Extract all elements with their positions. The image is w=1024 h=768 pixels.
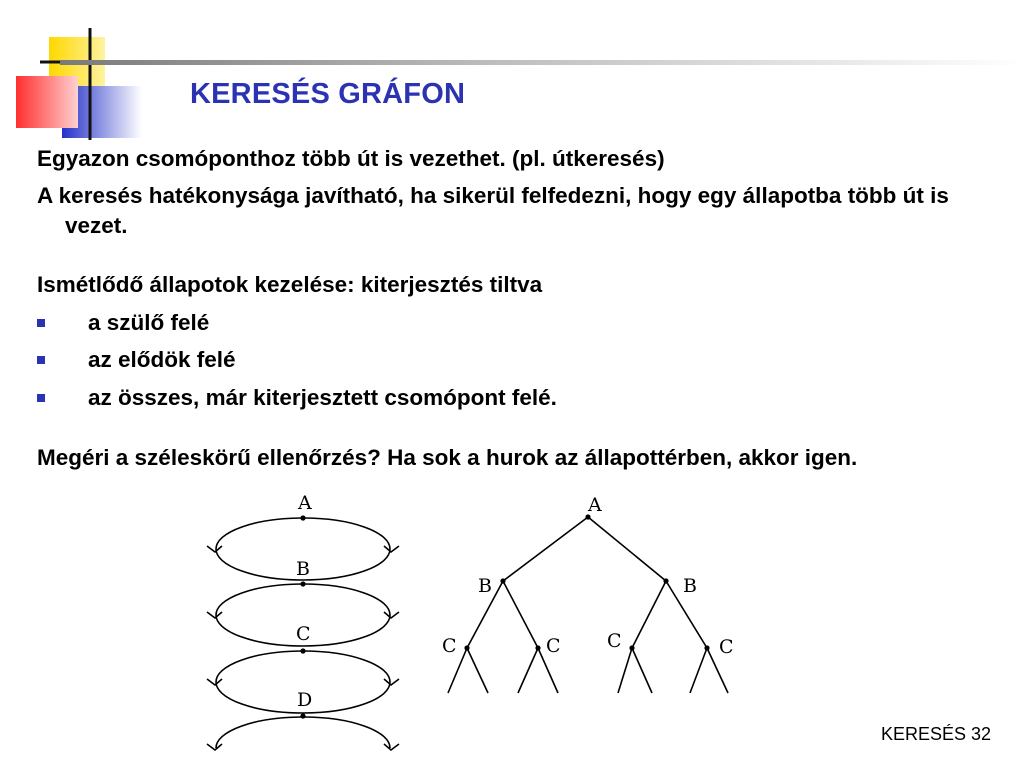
tree-edge xyxy=(690,648,707,693)
tree-node xyxy=(535,645,540,650)
chain-label-a: A xyxy=(298,492,312,514)
tree-edge xyxy=(632,648,652,693)
arrowhead-icon xyxy=(207,546,222,552)
tree-edge xyxy=(632,581,666,648)
tree-edge xyxy=(503,581,538,648)
tree-node xyxy=(500,578,505,583)
graph-node xyxy=(300,713,305,718)
graph-node xyxy=(300,581,305,586)
closing-paragraph: Megéri a széleskörű ellenőrzés? Ha sok a hurok az állapottérben, akkor igen. xyxy=(37,445,858,470)
arrowhead-icon xyxy=(384,744,399,750)
tree-node xyxy=(629,645,634,650)
bullet-text: az összes, már kiterjesztett csomópont felé. xyxy=(88,385,557,410)
tree-edge xyxy=(588,517,666,581)
tree-edge xyxy=(518,648,538,693)
arrowhead-icon xyxy=(384,679,399,685)
tree-edge xyxy=(467,648,488,693)
arrowhead-icon xyxy=(207,744,222,750)
tree-node xyxy=(663,578,668,583)
graph-node xyxy=(300,648,305,653)
bullet-text: az elődök felé xyxy=(88,347,236,372)
tree-edge xyxy=(618,648,632,693)
tree-label-root: A xyxy=(588,494,602,516)
tree-label-c: C xyxy=(719,636,734,658)
arrowhead-icon xyxy=(207,612,222,618)
graph-node xyxy=(300,515,305,520)
arrowhead-icon xyxy=(384,546,399,552)
chain-label-d: D xyxy=(297,689,313,711)
arrowhead-icon xyxy=(384,612,399,618)
tree-edge xyxy=(503,517,588,581)
arrowhead-icon xyxy=(207,679,222,685)
tree-label-c: C xyxy=(546,635,561,657)
paragraph-3: Ismétlődő állapotok kezelése: kiterjesztés tiltva xyxy=(37,272,543,297)
loop-arc xyxy=(216,717,390,748)
tree-node xyxy=(704,645,709,650)
slide-title: KERESÉS GRÁFON xyxy=(190,78,466,110)
tree-node xyxy=(464,645,469,650)
paragraph-2: A keresés hatékonysága javítható, ha sikerül felfedezni, hogy egy állapotba több út is vezet. xyxy=(37,183,949,238)
paragraph-1: Egyazon csomóponthoz több út is vezethet. (pl. útkeresés) xyxy=(37,146,665,171)
tree-label-c: C xyxy=(442,635,457,657)
tree-label-c: C xyxy=(607,630,622,652)
tree-label-b-left: B xyxy=(478,575,492,597)
chain-label-c: C xyxy=(296,623,311,645)
tree-label-b-right: B xyxy=(683,575,697,597)
bullet-text: a szülő felé xyxy=(88,310,210,335)
chain-label-b: B xyxy=(296,558,310,580)
slide-footer: KERESÉS 32 xyxy=(880,724,991,744)
